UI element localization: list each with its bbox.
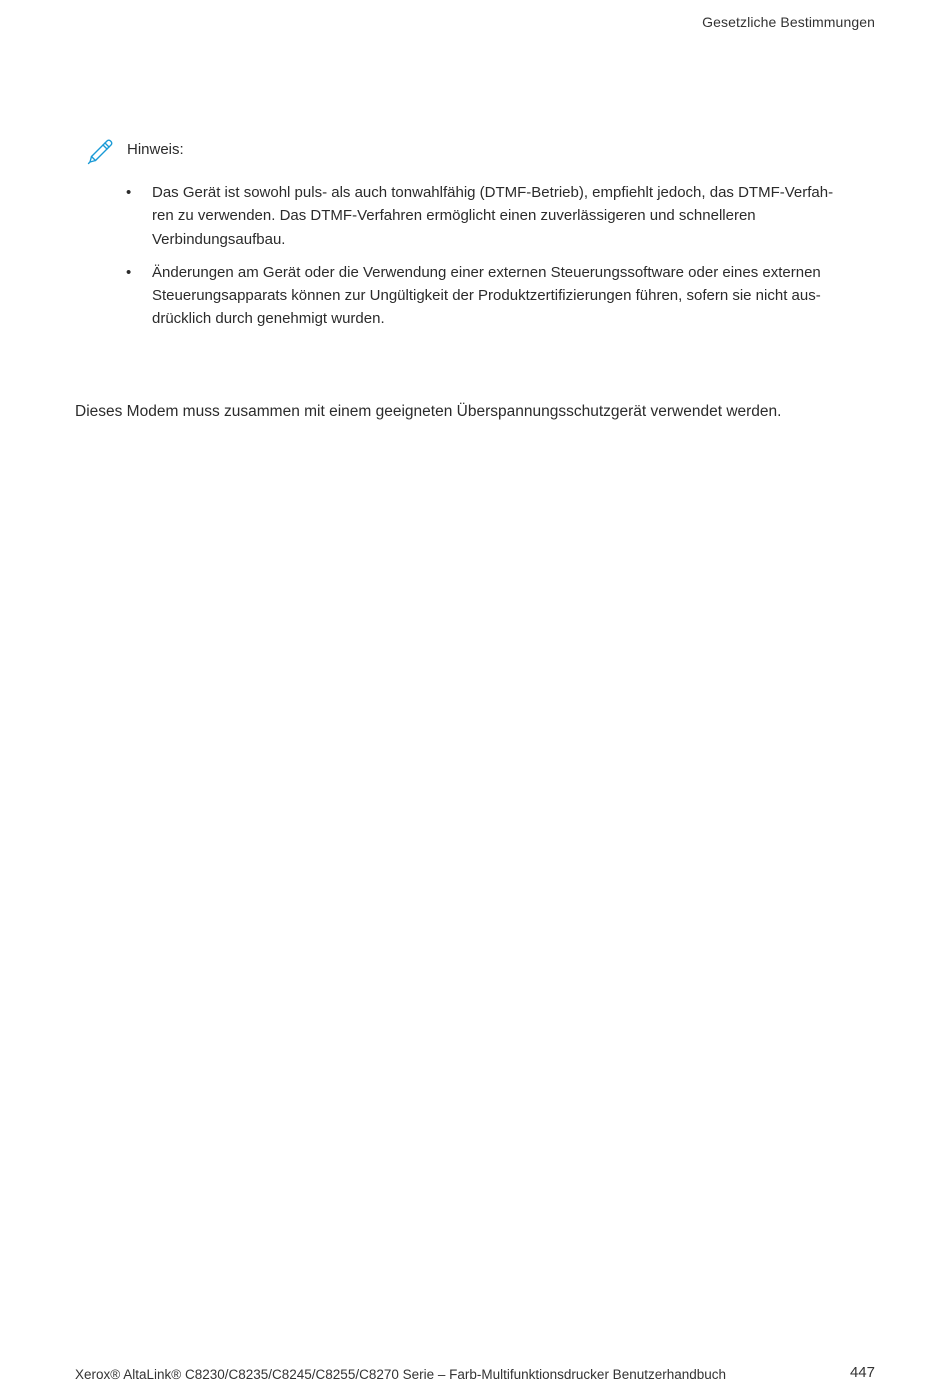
list-item-line: drücklich durch genehmigt wurden. bbox=[152, 310, 385, 328]
note-list bbox=[86, 181, 878, 331]
running-header: Gesetzliche Bestimmungen bbox=[702, 14, 875, 30]
list-item bbox=[126, 181, 878, 251]
list-item-line: Steuerungsapparats können zur Ungültigkeit der Produktzertifizierungen führen, sofern sie nicht aus- bbox=[152, 287, 821, 305]
list-item-line: Das Gerät ist sowohl puls- als auch tonwahlfähig (DTMF-Betrieb), empfiehlt jedoch, das DTMF-Verfah- bbox=[152, 184, 834, 201]
note-label: Hinweis: bbox=[127, 141, 184, 158]
footer-document-title: Xerox® AltaLink® C8230/C8235/C8245/C8255/C8270 Serie – Farb-Multifunktionsdrucker Benutzerhandbuch bbox=[75, 1367, 727, 1382]
body-paragraph: Dieses Modem muss zusammen mit einem geeigneten Überspannungsschutzgerät verwendet werden. bbox=[75, 403, 782, 420]
list-item bbox=[126, 261, 878, 331]
bullet-icon: • bbox=[126, 184, 132, 201]
list-item-line: Änderungen am Gerät oder die Verwendung einer externen Steuerungssoftware oder eines externen bbox=[152, 263, 821, 281]
page-number: 447 bbox=[849, 1364, 875, 1381]
list-item-line: Verbindungsaufbau. bbox=[152, 230, 286, 248]
list-item-line: ren zu verwenden. Das DTMF-Verfahren ermöglicht einen zuverlässigeren und schnelleren bbox=[152, 207, 756, 225]
pencil-note-icon bbox=[86, 138, 114, 166]
note-heading bbox=[86, 138, 878, 172]
bullet-icon: • bbox=[126, 263, 132, 281]
note-block bbox=[86, 138, 878, 341]
